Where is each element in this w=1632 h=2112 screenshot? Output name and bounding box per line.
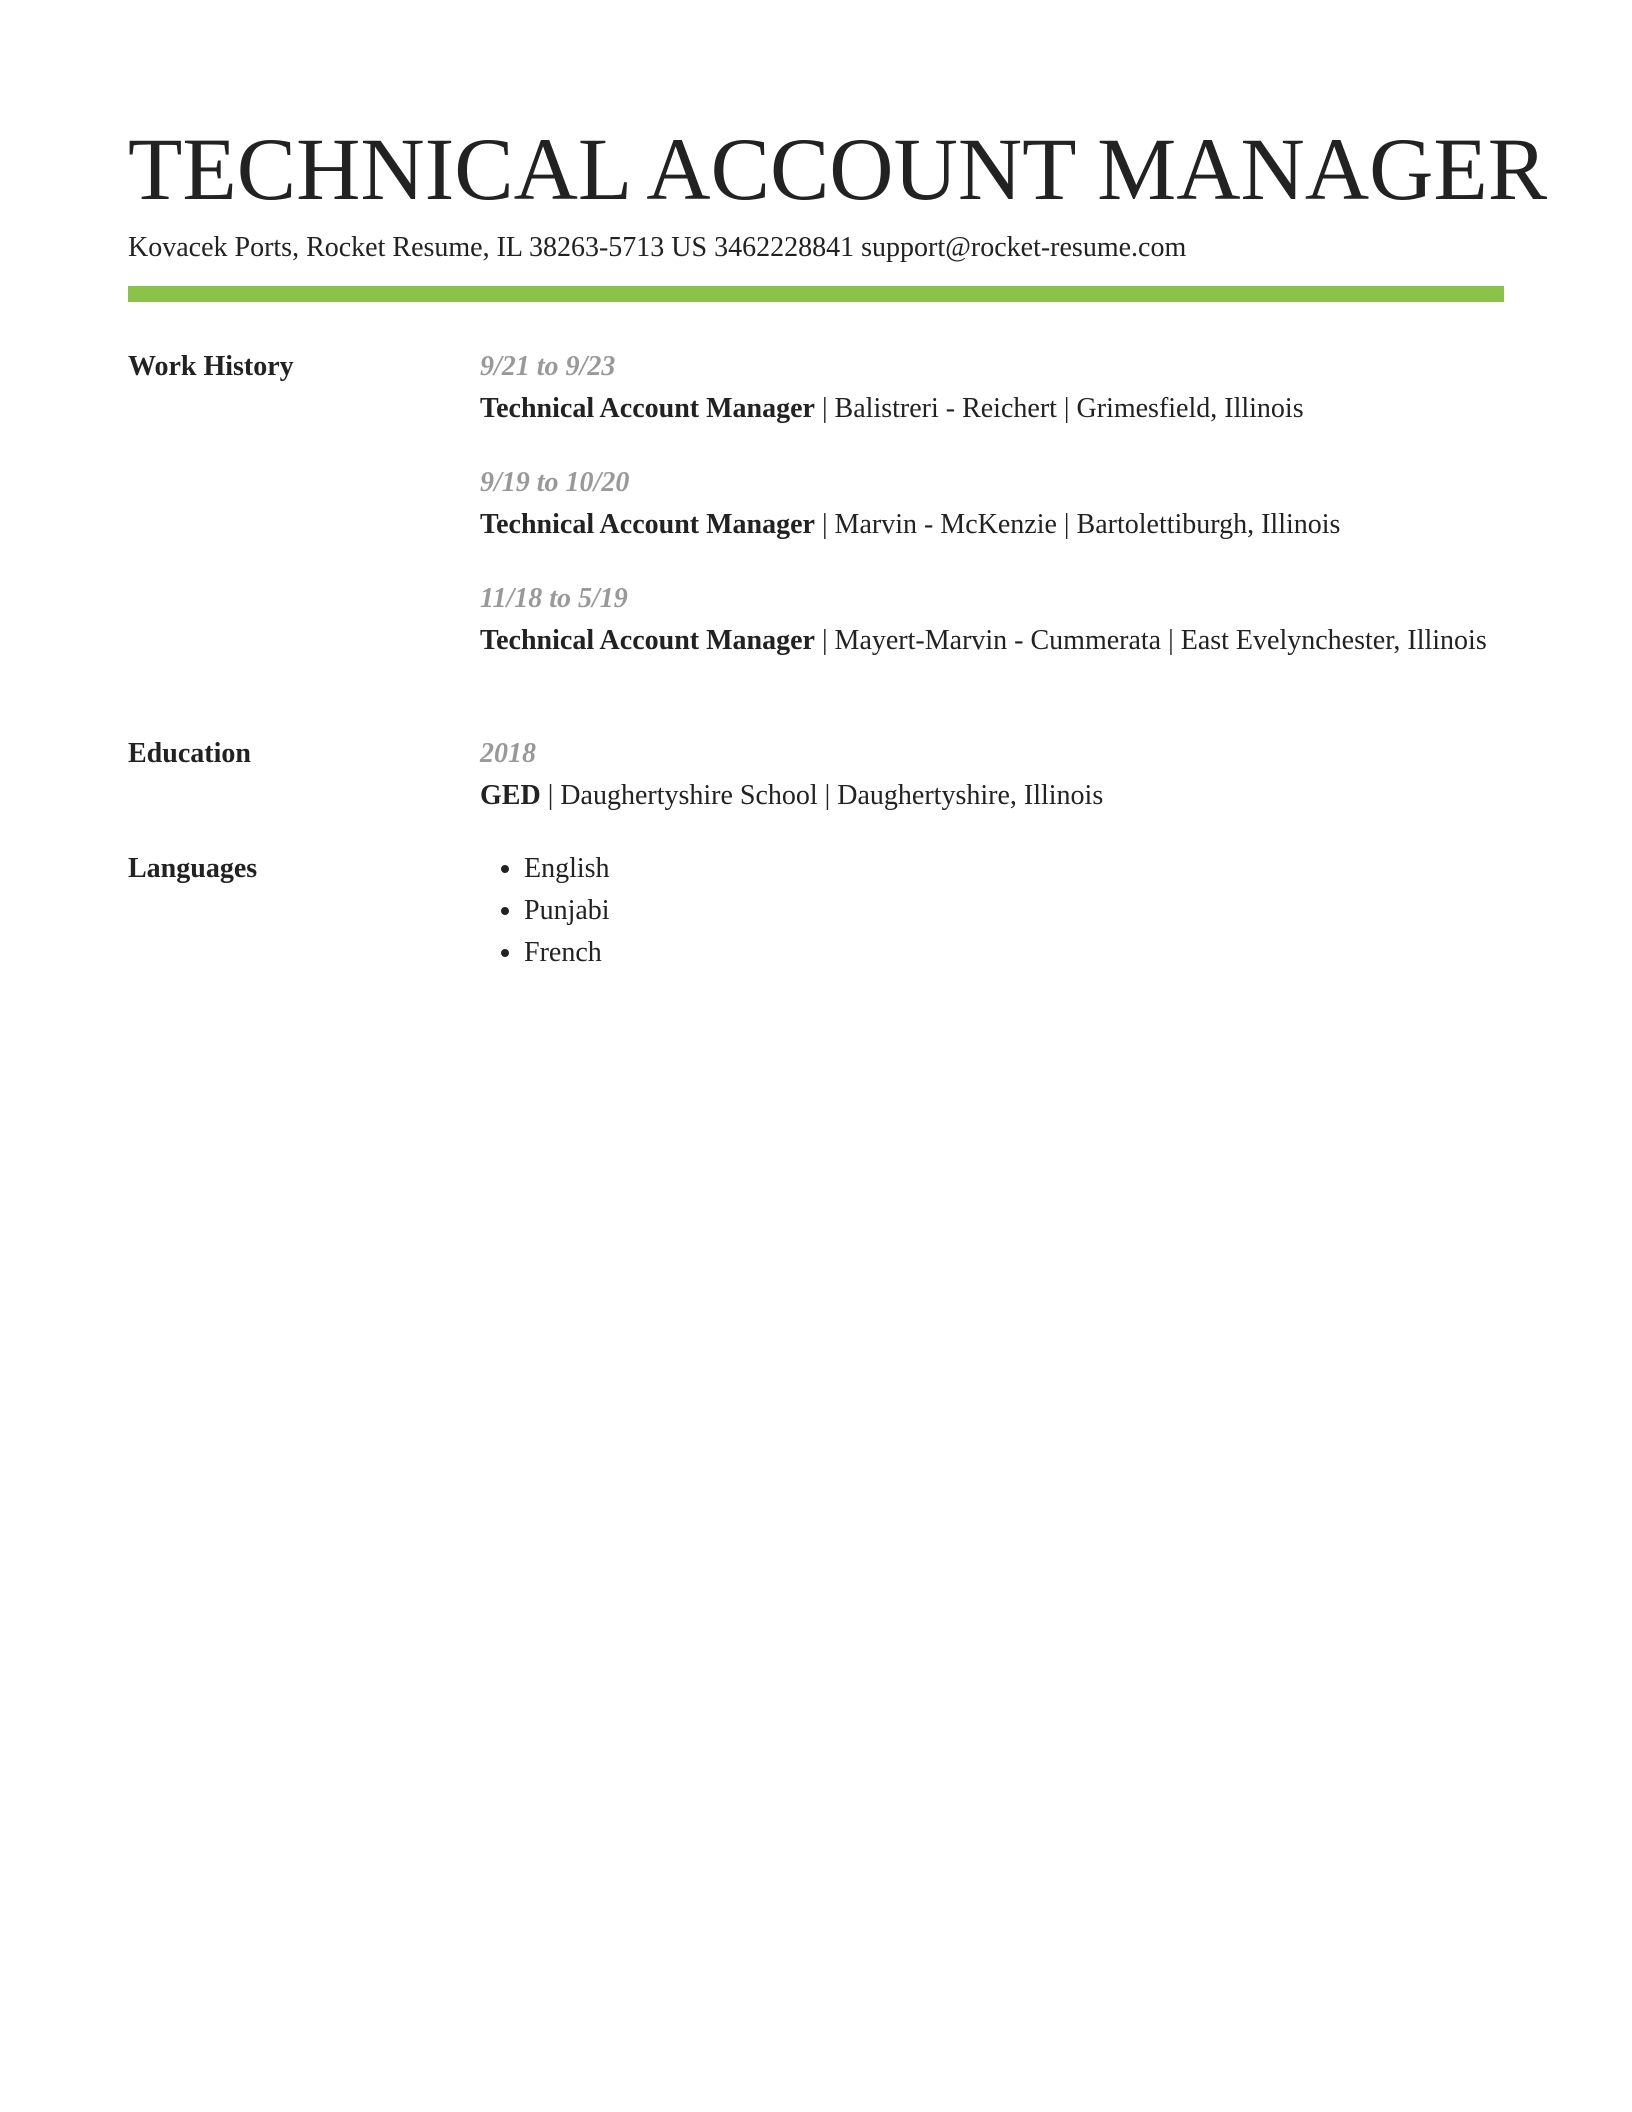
work-entry-date: 9/19 to 10/20 xyxy=(480,467,630,498)
language-item: • English xyxy=(524,848,1504,890)
work-entry-role: Technical Account Manager xyxy=(480,625,815,656)
section-title-languages: Languages xyxy=(128,853,258,884)
work-entry xyxy=(480,346,1504,430)
education-entries xyxy=(480,733,1504,849)
work-entry-date: 11/18 to 5/19 xyxy=(480,583,628,614)
education-entry-details: | Daughertyshire School | Daughertyshire, Illinois xyxy=(540,780,1104,811)
education-entry-line xyxy=(480,775,1504,817)
education-entry-date: 2018 xyxy=(480,738,536,769)
contact-line: Kovacek Ports, Rocket Resume, IL 38263-5713 US 3462228841 support@rocket-resume.com xyxy=(128,232,1187,263)
languages-entries xyxy=(480,848,1504,974)
education-entry xyxy=(480,733,1504,817)
languages-list xyxy=(480,848,1504,974)
resume-title: TECHNICAL ACCOUNT MANAGER xyxy=(128,121,1548,219)
work-entry xyxy=(480,462,1504,546)
work-entry-details: | Balistreri - Reichert | Grimesfield, Illinois xyxy=(814,393,1304,424)
education-entry-degree: GED xyxy=(480,780,541,811)
language-item: • French xyxy=(524,932,1504,974)
work-entry-line xyxy=(480,504,1504,546)
work-entry-line xyxy=(480,388,1504,430)
language-item: • Punjabi xyxy=(524,890,1504,932)
work-entry-line xyxy=(480,620,1504,662)
work-entry-details: | Marvin - McKenzie | Bartolettiburgh, Illinois xyxy=(814,509,1341,540)
work-entry xyxy=(480,578,1504,662)
work-history-entries xyxy=(480,346,1504,694)
work-entry-details: | Mayert-Marvin - Cummerata | East Evelynchester, Illinois xyxy=(814,625,1487,656)
section-title-work-history: Work History xyxy=(128,351,294,382)
section-title-education: Education xyxy=(128,738,251,769)
accent-divider xyxy=(128,286,1504,302)
work-entry-date: 9/21 to 9/23 xyxy=(480,351,616,382)
work-entry-role: Technical Account Manager xyxy=(480,393,815,424)
work-entry-role: Technical Account Manager xyxy=(480,509,815,540)
